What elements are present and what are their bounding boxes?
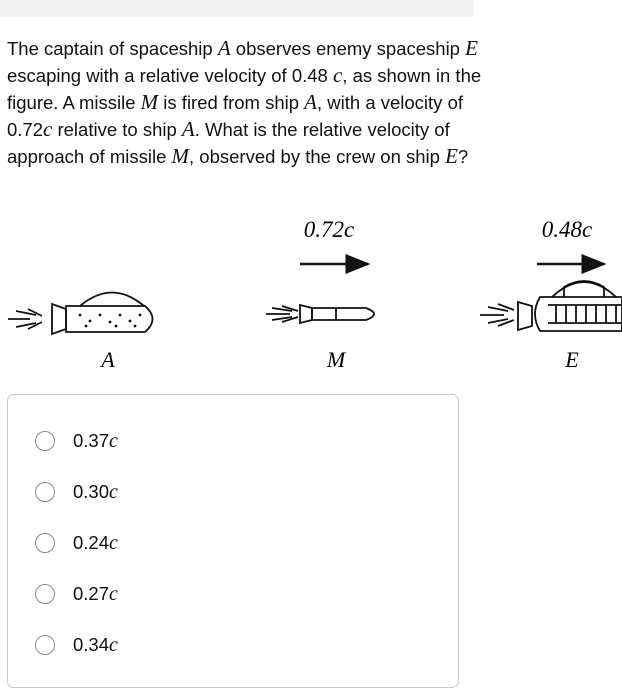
enemy-velocity-label: 0.48c — [541, 217, 593, 242]
top-bar — [0, 0, 474, 17]
option-5[interactable] — [35, 632, 118, 658]
ship-a-label: A — [101, 347, 115, 372]
radio-button[interactable] — [35, 431, 55, 451]
option-label: 0.24c — [73, 531, 118, 554]
missile-m-label: M — [326, 347, 346, 372]
spaceship-a — [8, 293, 153, 335]
question-text: The captain of spaceship A observes enemy spaceship E escaping with a relative velocity of 0.48 c, as shown in the figure. A missile M is fired from ship A, with a velocity of 0.72c relative to ship A. What is the relative velocity of approach of missile M, observed by the crew on ship E? — [7, 36, 482, 168]
option-label: 0.27c — [73, 582, 118, 605]
radio-button[interactable] — [35, 584, 55, 604]
ship-e-label: E — [565, 347, 579, 372]
radio-button[interactable] — [35, 635, 55, 655]
spaceship-figure — [0, 205, 622, 385]
option-label: 0.34c — [73, 633, 118, 656]
option-2[interactable] — [35, 479, 118, 505]
spaceship-e — [480, 281, 622, 331]
option-label: 0.37c — [73, 429, 118, 452]
missile-m — [266, 305, 374, 323]
missile-velocity-label: 0.72c — [303, 217, 355, 242]
option-1[interactable] — [35, 428, 118, 454]
answer-options — [7, 394, 459, 688]
option-label: 0.30c — [73, 480, 118, 503]
radio-button[interactable] — [35, 533, 55, 553]
option-4[interactable] — [35, 581, 118, 607]
option-3[interactable] — [35, 530, 118, 556]
radio-button[interactable] — [35, 482, 55, 502]
